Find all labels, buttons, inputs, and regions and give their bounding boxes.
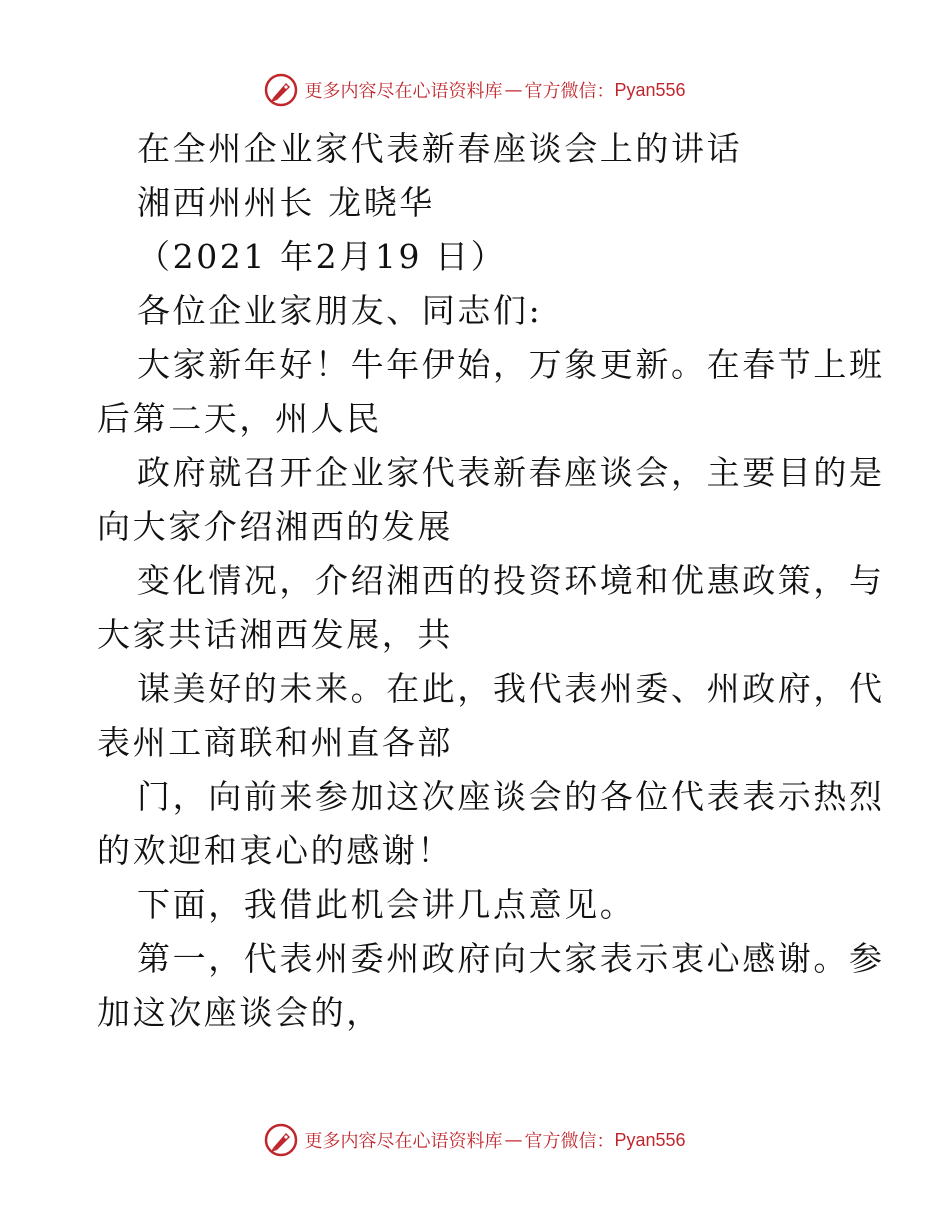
- body-line: 大家新年好！牛年伊始，万象更新。在春节上班: [137, 345, 885, 384]
- fountain-pen-logo-icon: [264, 1123, 298, 1157]
- document-date: （2021 年2月19 日）: [137, 237, 507, 276]
- body-line: 下面，我借此机会讲几点意见。: [137, 885, 636, 924]
- watermark-wechat-id: Pyan556: [614, 1129, 686, 1150]
- body-line: 后第二天，州人民: [97, 399, 382, 438]
- watermark-text: 更多内容尽在心语资料库: [304, 81, 503, 102]
- document-body: [97, 122, 885, 1040]
- document-speaker: 湘西州州长 龙晓华: [137, 183, 435, 222]
- body-line: 表州工商联和州直各部: [97, 723, 453, 762]
- watermark-label: 官方微信：: [524, 1131, 615, 1152]
- body-line: 变化情况，介绍湘西的投资环境和优惠政策，与: [137, 561, 885, 600]
- body-line: 政府就召开企业家代表新春座谈会，主要目的是: [137, 453, 885, 492]
- watermark-label: 官方微信：: [524, 81, 615, 102]
- body-line: 谋美好的未来。在此，我代表州委、州政府，代: [137, 669, 885, 708]
- body-line: 向大家介绍湘西的发展: [97, 507, 453, 546]
- body-line: 大家共话湘西发展，共: [97, 615, 453, 654]
- body-line: 第一，代表州委州政府向大家表示衷心感谢。参: [137, 939, 885, 978]
- watermark-text: 更多内容尽在心语资料库: [304, 1131, 503, 1152]
- watermark-separator: —: [504, 1129, 523, 1151]
- document-title: 在全州企业家代表新春座谈会上的讲话: [137, 129, 743, 168]
- watermark-separator: —: [504, 79, 523, 101]
- body-line: 的欢迎和衷心的感谢！: [97, 831, 453, 870]
- body-line: 门，向前来参加这次座谈会的各位代表表示热烈: [137, 777, 885, 816]
- document-salutation: 各位企业家朋友、同志们:: [137, 291, 543, 330]
- watermark-wechat-id: Pyan556: [614, 79, 686, 100]
- footer-watermark: [0, 1120, 950, 1160]
- fountain-pen-logo-icon: [264, 73, 298, 107]
- document-paragraphs: [97, 338, 885, 1040]
- body-line: 加这次座谈会的，: [97, 993, 382, 1032]
- header-watermark: [0, 70, 950, 110]
